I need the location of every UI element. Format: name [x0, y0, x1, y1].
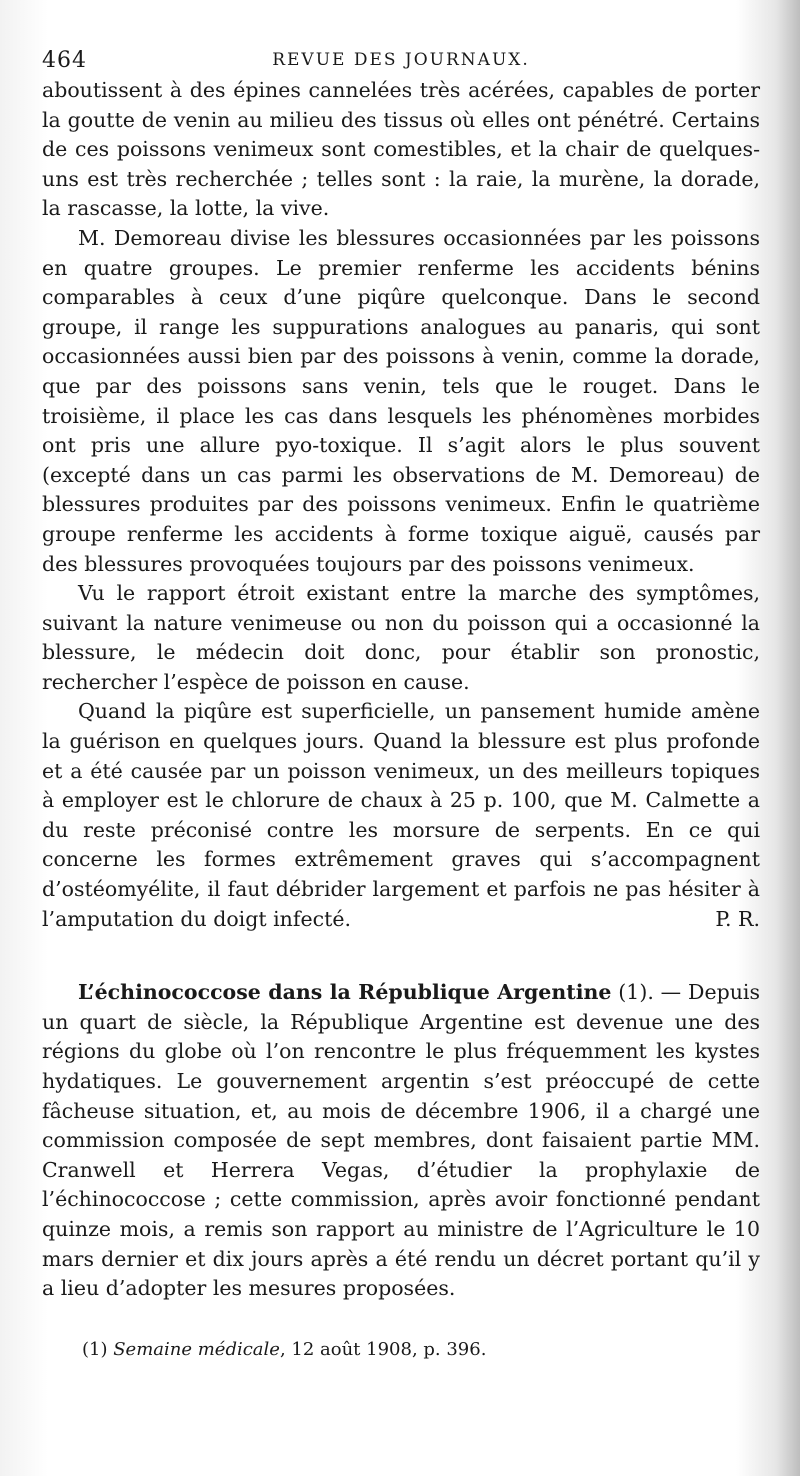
- article-echinococcose: [42, 978, 760, 1304]
- footnote-reference: (1). —: [611, 980, 682, 1005]
- page-header: [42, 42, 760, 76]
- footnote-details: , 12 août 1908, p. 396.: [279, 1338, 487, 1360]
- section-title: L’échinococcose dans la République Argentine: [78, 980, 612, 1005]
- footnote: [42, 1338, 760, 1362]
- paragraph-1: aboutissent à des épines cannelées très acérées, capables de porter la goutte de venin au milieu des tissus où elles ont pénétré. Certains de ces poissons venimeux sont comestibles, et la chair de quelques-uns est très recherchée ; telles sont : la raie, la murène, la dorade, la rascasse, la lotte, la vive.: [42, 78, 760, 221]
- footnote-marker: (1): [82, 1338, 114, 1360]
- page-number: 464: [42, 48, 87, 73]
- paragraph-3: Vu le rapport étroit existant entre la marche des symptômes, suivant la nature venimeuse ou non du poisson qui a occasionné la blessure, le médecin doit donc, pour établir son pronostic, rechercher l’espèce de poisson en cause.: [42, 581, 760, 694]
- running-head: REVUE DES JOURNAUX.: [272, 50, 530, 70]
- footnote-source: Semaine médicale: [113, 1338, 280, 1360]
- paragraph-4: [42, 697, 760, 934]
- section-body: Depuis un quart de siècle, la République Argentine est devenue une des régions du globe où l’on rencontre le plus fréquemment les kystes hydatiques. Le gouvernement argentin s’est préoccupé de cette fâcheuse situation, et, au mois de décembre 1906, il a chargé une commission composée de sept membres, dont faisaient partie MM. Cranwell et Herrera Vegas, d’étudier la prophylaxie de l’échinococcose ; cette commission, après avoir fonctionné pendant quinze mois, a remis son rapport au ministre de l’Agriculture le 10 mars dernier et dix jours après a été rendu un décret portant qu’il y a lieu d’adopter les mesures proposées.: [42, 980, 760, 1301]
- article-demoreau: [42, 76, 760, 1304]
- paragraph-2: M. Demoreau divise les blessures occasionnées par les poissons en quatre groupes. Le premier renferme les accidents bénins comparables à ceux d’une piqûre quelconque. Dans le second groupe, il range les suppurations analogues au panaris, qui sont occasionnées aussi bien par des poissons à venin, comme la dorade, que par des poissons sans venin, tels que le rouget. Dans le troisième, il place les cas dans lesquels les phénomènes morbides ont pris une allure pyo-toxique. Il s’agit alors le plus souvent (excepté dans un cas parmi les observations de M. Demoreau) de blessures produites par des poissons venimeux. Enfin le quatrième groupe renferme les accidents à forme toxique aiguë, causés par des blessures provoquées toujours par des poissons venimeux.: [42, 225, 760, 576]
- paragraph-4-text: Quand la piqûre est superficielle, un pansement humide amène la guérison en quelques jours. Quand la blessure est plus profonde et a été causée par un poisson venimeux, un des meilleurs topiques à employer est le chlorure de chaux à 25 p. 100, que M. Calmette a du reste préconisé contre les morsure de serpents. En ce qui concerne les formes extrêmement graves qui s’accompagnent d’ostéomyélite, il faut débrider largement et parfois ne pas hésiter à l’amputation du doigt infecté.: [42, 699, 760, 931]
- author-signature: P. R.: [715, 906, 760, 931]
- section-gap: [42, 934, 760, 978]
